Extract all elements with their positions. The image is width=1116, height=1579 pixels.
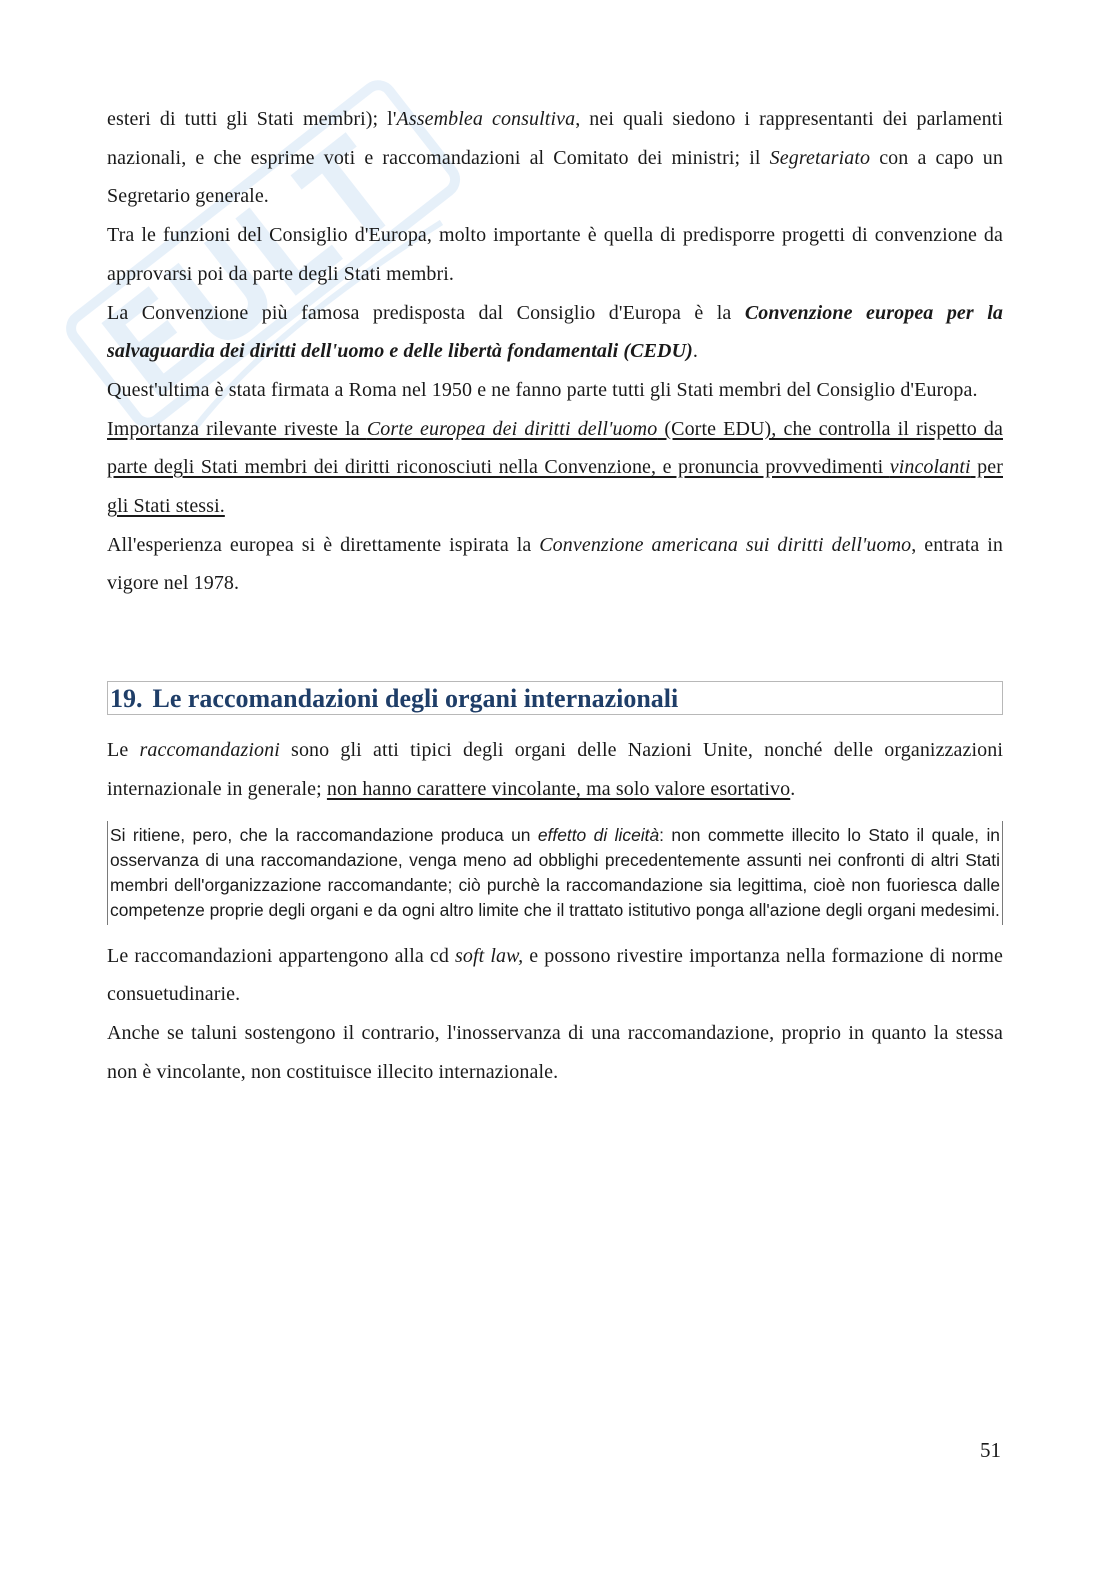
paragraph: Anche se taluni sostengono il contrario, l'inosservanza di una raccomandazione, proprio in quanto la stessa non è vincolante, non costituisce illecito internazionale. xyxy=(107,1021,1003,1083)
paragraph: Le raccomandazioni sono gli atti tipici degli organi delle Nazioni Unite, nonché delle organizzazioni internazionale in generale; non hanno carattere vincolante, ma solo valore esortativo. xyxy=(107,739,1003,800)
paragraph: All'esperienza europea si è direttamente ispirata la Convenzione americana sui diritti dell'uomo, entrata in vigore nel 1978. xyxy=(107,533,1003,595)
paragraph-underlined: Importanza rilevante riveste la Corte europea dei diritti dell'uomo (Corte EDU), che controlla il rispetto da parte degli Stati membri dei diritti riconosciuti nella Convenzione, e pronuncia provvedimenti vincolanti per gli Stati stessi. xyxy=(107,417,1003,518)
paragraph: Quest'ultima è stata firmata a Roma nel 1950 e ne fanno parte tutti gli Stati membri del Consiglio d'Europa. xyxy=(107,378,978,401)
page-number: 51 xyxy=(980,1438,1001,1462)
section-heading: 19. Le raccomandazioni degli organi internazionali xyxy=(107,681,1003,715)
paragraph: La Convenzione più famosa predisposta dal Consiglio d'Europa è la Convenzione europea per la salvaguardia dei diritti dell'uomo e delle libertà fondamentali (CEDU). xyxy=(107,301,1003,363)
paragraph: esteri di tutti gli Stati membri); l'Assemblea consultiva, nei quali siedono i rappresentanti dei parlamenti nazionali, e che esprime voti e raccomandazioni al Comitato dei ministri; il Segretariato con a capo un Segretario generale. xyxy=(107,108,1003,208)
page-content xyxy=(107,100,1003,1091)
paragraph: Le raccomandazioni appartengono alla cd soft law, e possono rivestire importanza nella formazione di norme consuetudinarie. xyxy=(107,944,1004,1006)
note-box: Si ritiene, pero, che la raccomandazione produca un effetto di liceità: non commette illecito lo Stato il quale, in osservanza di una raccomandazione, venga meno ad obblighi precedentemente assunti nei confronti di altri Stati membri dell'organizzazione raccomandante; ciò purchè la raccomandazione sia legittima, cioè non fuoriesca dalle competenze proprie degli organi e da ogni altro limite che il trattato istitutivo ponga all'azione degli organi medesimi. xyxy=(107,821,1003,925)
paragraph: Tra le funzioni del Consiglio d'Europa, molto importante è quella di predisporre progetti di convenzione da approvarsi poi da parte degli Stati membri. xyxy=(107,224,1003,285)
